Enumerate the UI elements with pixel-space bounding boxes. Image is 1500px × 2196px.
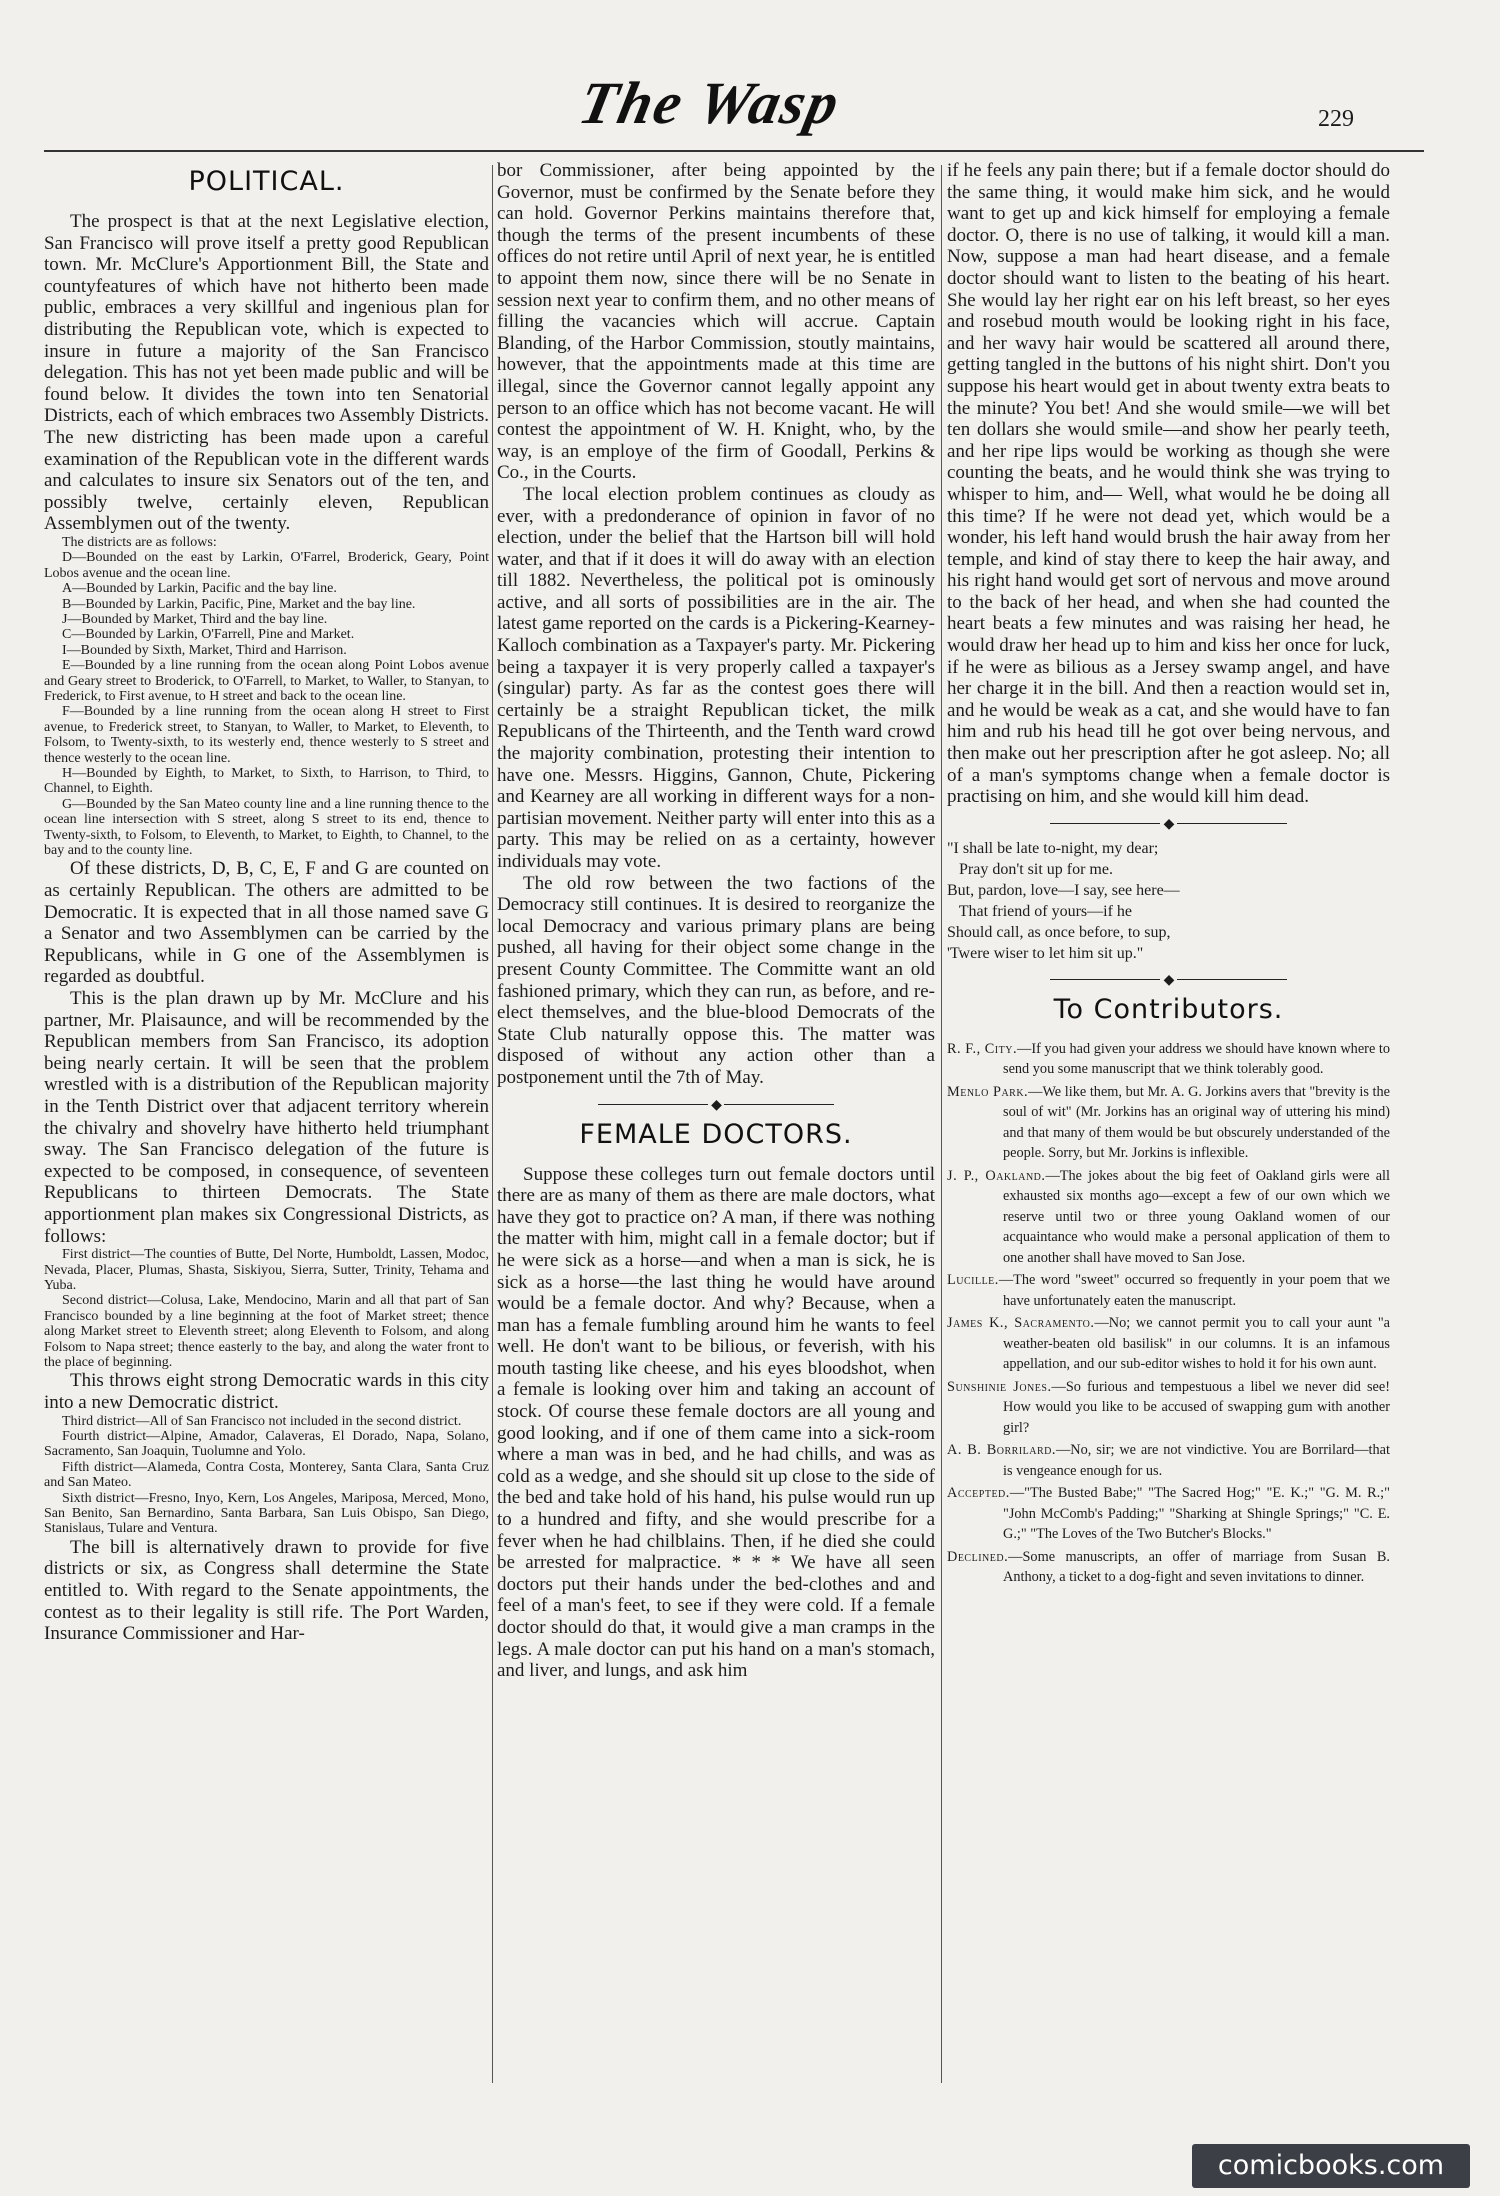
- district-entry: D—Bounded on the east by Larkin, O'Farrel, Broderick, Geary, Point Lobos avenue and the ocean line.: [44, 550, 489, 581]
- ornamental-divider: ◆: [947, 816, 1390, 832]
- contributor-name: J. P., Oakland.: [947, 1167, 1046, 1184]
- contributor-name: Sunshinie Jones.: [947, 1378, 1052, 1395]
- contributor-reply: —We like them, but Mr. A. G. Jorkins avers that "brevity is the soul of wit" (Mr. Jorkins has an original way of uttering his mind) and that many of them would be but obscurely understanded of the people. Sorry, but Mr. Jorkins is inflexible.: [1003, 1083, 1390, 1162]
- column-rule: [492, 165, 493, 2083]
- article-paragraph: This is the plan drawn up by Mr. McClure and his partner, Mr. Plaisaunce, and will be recommended by the Republican members from San Francisco, its adoption being nearly certain. It will be seen that the problem wrestled with is a distribution of the Republican majority in the Tenth District over that adjacent territory wherein the chivalry and shovelry have hitherto held triumphant sway. The San Francisco delegation of the future is expected to be composed, in consequence, of seventeen Republicans to thirteen Democrats. The State apportionment plan makes six Congressional Districts, as follows:: [44, 988, 489, 1247]
- masthead-title: The Wasp: [573, 70, 847, 136]
- article-paragraph: The local election problem continues as cloudy as ever, with a predonderance of opinion in favor of no election, under the belief that the Hartson bill will hold water, and that if it does it will do away with an election till 1882. Nevertheless, the political pot is ominously active, and all sorts of possibilities are in the air. The latest game reported on the cards is a Pickering-Kearney-Kalloch combination as a Taxpayer's party. Mr. Pickering being a taxpayer it is very properly called a taxpayer's (singular) party. As far as the contest goes there will certainly be a straight Republican ticket, the milk Republicans of the Thirteenth, and the Tenth ward crowd the majority combination, protesting their intention to have one. Messrs. Higgins, Gannon, Chute, Pickering and Kearney are all working in different ways for a non-partisian movement. Neither party will enter into this as a party. This may be relied on as a certainty, however individuals may vote.: [497, 483, 935, 872]
- contributor-name: Lucille.: [947, 1272, 999, 1289]
- contributor-name: A. B. Borrilard.: [947, 1442, 1056, 1459]
- contributor-reply: —No, sir; we are not vindictive. You are Borrilard—that is vengeance enough for us.: [1003, 1442, 1390, 1479]
- contributor-entry: [947, 1483, 1390, 1545]
- contributor-name: Declined.: [947, 1548, 1009, 1565]
- contributor-reply: —No; we cannot permit you to call your aunt "a weather-beaten old basilisk" in our columns. It is an infamous appellation, and our sub-editor wishes to hold it for his own aunt.: [1003, 1315, 1390, 1373]
- congress-district-entry: Fifth district—Alameda, Contra Costa, Monterey, Santa Clara, Santa Cruz and San Mateo.: [44, 1459, 489, 1491]
- contributor-reply: —If you had given your address we should have known where to send you some manuscript that we think tolerably good.: [1003, 1040, 1390, 1078]
- contributors-list: [947, 1039, 1390, 1588]
- article-paragraph: bor Commissioner, after being appointed by the Governor, must be confirmed by the Senate before they can hold. Governor Perkins maintains therefore that, though the terms of the present incumbents of these offices do not retire until April of next year, he is entitled to appoint them now, since there will be no Senate in session next year to confirm them, and no other means of filling the vacancies which will accrue. Captain Blanding, of the Harbor Commission, stoutly maintains, however, that the appointments made at this time are illegal, since the Governor cannot legally appoint any person to an office which has not become vacant. He will contest the appointment of W. H. Knight, who, by the way, is an employe of the firm of Goodall, Perkins & Co., in the Courts.: [497, 160, 935, 484]
- contributor-name: R. F., City.: [947, 1040, 1018, 1057]
- masthead: [560, 68, 860, 138]
- watermark-logo: comicbooks.com: [1192, 2144, 1470, 2188]
- article-paragraph: The bill is alternatively drawn to provide for five districts or six, as Congress shall determine the State entitled to. With regard to the Senate appointments, the contest as to their legality is still rife. The Port Warden, Insurance Commissioner and Har-: [44, 1536, 489, 1645]
- contributor-reply: —So furious and tempestuous a libel we never did see! How would you like to be accused of swapping gum with another girl?: [1003, 1378, 1390, 1436]
- contributor-entry: [947, 1313, 1390, 1375]
- district-entry: The districts are as follows:: [62, 534, 217, 550]
- article-paragraph: Of these districts, D, B, C, E, F and G are counted on as certainly Republican. The others are admitted to be Democratic. It is expected that in all those named save G a Senator and two Assemblymen can be carried by the Republicans, while in G one of the Assemblymen is regarded as doubtful.: [44, 858, 489, 988]
- column-political: [44, 160, 489, 2081]
- ornamental-divider: ◆: [947, 972, 1390, 988]
- contributor-reply: —Some manuscripts, an offer of marriage from Susan B. Anthony, a ticket to a dog-fight and seven invitations to dinner.: [1003, 1548, 1390, 1586]
- congress-district-entry: First district—The counties of Butte, Del Norte, Humboldt, Lassen, Modoc, Nevada, Placer, Plumas, Shasta, Siskiyou, Sierra, Sutter, Trinity, Tehama and Yuba.: [44, 1247, 489, 1293]
- district-entry: E—Bounded by a line running from the ocean along Point Lobos avenue and Geary street to Broderick, to O'Farrell, to Market, to Waller, to Stanyan, to Frederick, to First avenue, to H street and back to the ocean line.: [44, 658, 489, 704]
- district-entry: G—Bounded by the San Mateo county line and a line running thence to the ocean line intersection with S street, along S street to its end, thence to Twenty-sixth, to Folsom, to Eleventh, to Market, to Eighth, to Channel, to the bay and to the county line.: [44, 796, 489, 859]
- column-right: [947, 160, 1390, 2081]
- contributor-reply: —"The Busted Babe;" "The Sacred Hog;" "E. K.;" "G. M. R.;" "John McComb's Padding;" "Sharking at Shingle Springs;" "C. E. G.;" "The Loves of the Two Butcher's Blocks.": [1003, 1485, 1390, 1543]
- contributor-reply: —The jokes about the big feet of Oakland girls were all exhausted six months ago—except a few of our own which we reserve until two or three young Oakland women of our acquaintance who would make a personal application of them to one another shall have moved to San Jose.: [1003, 1167, 1390, 1266]
- contributor-entry: [947, 1082, 1390, 1164]
- poem-line: Pray don't sit up for me.: [947, 860, 1113, 878]
- section-heading-political: POLITICAL.: [188, 166, 345, 197]
- congress-district-entry: Fourth district—Alpine, Amador, Calaveras, El Dorado, Napa, Solano, Sacramento, San Joaquin, Tuolumne and Yolo.: [44, 1428, 489, 1460]
- district-entry: C—Bounded by Larkin, O'Farrell, Pine and Market.: [62, 627, 355, 643]
- contributor-entry: [947, 1377, 1390, 1439]
- congress-district-entry: Sixth district—Fresno, Inyo, Kern, Los Angeles, Mariposa, Merced, Mono, San Benito, San Bernardino, Santa Barbara, San Luis Obispo, San Diego, Stanislaus, Tulare and Ventura.: [44, 1490, 489, 1537]
- column-middle: [497, 160, 935, 2081]
- contributor-name: James K., Sacramento.: [947, 1315, 1095, 1332]
- contributor-entry: [947, 1547, 1390, 1588]
- poem-line: Should call, as once before, to sup,: [947, 923, 1171, 941]
- poem-line: 'Twere wiser to let him sit up.": [947, 944, 1144, 962]
- section-heading-contributors: To Contributors.: [1053, 993, 1284, 1025]
- contributor-name: Accepted.: [947, 1485, 1010, 1502]
- contributor-entry: [947, 1270, 1390, 1311]
- section-heading-female-doctors: FEMALE DOCTORS.: [579, 1118, 853, 1150]
- article-paragraph: Suppose these colleges turn out female doctors until there are as many of them as there are male doctors, what have they got to practice on? A man, if there was nothing the matter with him, might call in a female doctor; but if he were sick as a horse—and when a man is sick, he is sick as a horse—the last thing he would have around would be a female doctor. And why? Because, when a man has a female fumbling around him he wants to feel well. He don't want to be bilious, or feverish, with his mouth tasting like cheese, and his eyes bloodshot, when a female is looking over him and taking an account of stock. Of course these female doctors are all young and good looking, and if one of them came into a sick-room where a man was in bed, and he had chills, and was as cold as a wedge, and she should sit up close to the side of the bed and take hold of his hand, his pulse would run up to a hundred and fifty, and she would prescribe for a fever when he had chilblains. Then, if he died she could be arrested for malpractice. * * * We have all seen doctors put their hands under the bed-clothes and and feel of a man's feet, to see if they were cold. If a female doctor should do that, it would give a man cramps in the legs. A male doctor can put his hand on a man's stomach, and liver, and lungs, and ask him: [497, 1163, 935, 1682]
- poem-line: That friend of yours—if he: [947, 902, 1132, 920]
- article-paragraph: The prospect is that at the next Legislative election, San Francisco will prove itself a pretty good Republican town. Mr. McClure's Apportionment Bill, the State and countyfeatures of which have not hitherto been made public, embraces a very skillful and ingenious plan for distributing the Republican vote, which is expected to insure in future a majority of the San Francisco delegation. This has not yet been made public and will be found below. It divides the town into ten Senatorial Districts, each of which embraces two Assembly Districts. The new districting has been made upon a careful examination of the Republican vote in the different wards and calculates to insure six Senators out of the ten, and possibly twelve, certainly eleven, Republican Assemblymen out of the twenty.: [44, 211, 489, 535]
- contributor-entry: [947, 1039, 1390, 1080]
- district-entry: J—Bounded by Market, Third and the bay line.: [62, 611, 328, 627]
- article-paragraph: This throws eight strong Democratic wards in this city into a new Democratic district.: [44, 1370, 489, 1413]
- ornamental-divider: ◆: [497, 1097, 935, 1113]
- congress-district-entry: Third district—All of San Francisco not included in the second district.: [62, 1413, 462, 1429]
- page-number: 229: [1318, 106, 1354, 132]
- contributor-name: Menlo Park.: [947, 1083, 1029, 1100]
- header-rule: [44, 150, 1424, 152]
- article-paragraph: if he feels any pain there; but if a female doctor should do the same thing, it would make him sick, and he would want to get up and kick himself for employing a female doctor. O, there is no use of talking, it would kill a man. Now, suppose a man had heart disease, and a female doctor should want to listen to the beating of his heart. She would lay her right ear on his left breast, so her eyes and rosebud mouth would be looking right in his face, and her wavy hair would be scattered all around there, getting tangled in the buttons of his night shirt. Don't you suppose his heart would get in about twenty extra beats to the minute? You bet! And she would smile—we will bet ten dollars she would smile—and show her pearly teeth, and her ripe lips would be working as though she were counting the beats, and he would think she was trying to whisper to him, and— Well, what would he be doing all this time? If he were not dead yet, which would be a wonder, his left hand would brush the hair away from her temple, and kind of stay there to keep the hair away, and his right hand would get sort of nervous and move around to the back of her head, and when she had counted the heart beats a few minutes and was raising her head, he would draw her head up to him and kiss her once for luck, if he were as bilious as a Jersey swamp angel, and have her charge it in the bill. And then a reaction would set in, and he would be weak as a cat, and she would have to fan him and rub his head till he got over being nervous, and then make out her prescription after he got asleep. No; all of a man's symptoms change when a female doctor is practising on him, and she would kill him dead.: [947, 160, 1390, 808]
- column-rule: [941, 165, 942, 2083]
- district-entry: A—Bounded by Larkin, Pacific and the bay line.: [62, 581, 337, 597]
- district-entry: I—Bounded by Sixth, Market, Third and Harrison.: [62, 642, 347, 658]
- poem-line: But, pardon, love—I say, see here—: [947, 881, 1180, 899]
- poem-line: "I shall be late to-night, my dear;: [947, 839, 1159, 857]
- congress-district-entry: Second district—Colusa, Lake, Mendocino, Marin and all that part of San Francisco bounded by a line beginning at the foot of Market street; thence along Market street to Eleventh street; along Eleventh to Folsom, and along Folsom to Napa street; thence easterly to the bay, and along the water front to the place of beginning.: [44, 1293, 489, 1370]
- district-entry: F—Bounded by a line running from the ocean along H street to First avenue, to Frederick street, to Stanyan, to Waller, to Market, to Eleventh, to Folsom, to Twenty-sixth, to its westerly end, thence westerly to S street and thence westerly to the ocean line.: [44, 704, 489, 766]
- district-entry: B—Bounded by Larkin, Pacific, Pine, Market and the bay line.: [62, 596, 416, 612]
- district-entry: H—Bounded by Eighth, to Market, to Sixth, to Harrison, to Third, to Channel, to Eighth.: [44, 766, 489, 797]
- poem: [947, 838, 1390, 964]
- contributor-reply: —The word "sweet" occurred so frequently in your poem that we have unfortunately eaten the manuscript.: [998, 1272, 1390, 1309]
- contributor-entry: [947, 1166, 1390, 1269]
- article-paragraph: The old row between the two factions of the Democracy still continues. It is desired to reorganize the local Democracy and various primary plans are being pushed, all having for their object some change in the present County Committee. The Committe want an old fashioned primary, which they can run, as before, and re-elect themselves, and the blue-blood Democrats of the State Club naturally oppose this. The matter was disposed of without any action other than a postponement until the 7th of May.: [497, 872, 935, 1088]
- contributor-entry: [947, 1440, 1390, 1481]
